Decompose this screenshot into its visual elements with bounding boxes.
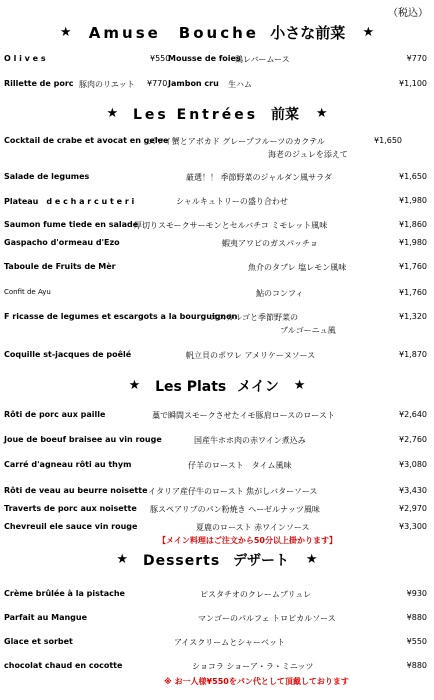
bread-charge-note: ※ お一人様¥550をパン代として頂戴しております xyxy=(164,677,349,686)
menu-item-price: ¥2,760 xyxy=(399,435,427,444)
section-title: Desserts xyxy=(142,553,221,569)
menu-item-jp: 夏鹿のロースト 赤ワインソース xyxy=(196,523,310,532)
menu-item-jp: ピスタチオのクレームブリュレ xyxy=(200,590,312,599)
section-title-jp: デザート xyxy=(233,553,290,569)
menu-item-jp: 豚肉のリエット xyxy=(79,80,135,89)
menu-item-name: Glace et sorbet xyxy=(4,637,73,646)
menu-item-jp-sub: ブルゴーニュ風 xyxy=(280,326,336,335)
section-header-entrees xyxy=(0,104,434,124)
menu-item-jp-sub: 海老のジュレを添えて xyxy=(268,150,348,159)
menu-item-name: chocolat chaud en cocotte xyxy=(4,661,123,670)
menu-item-name: Joue de boeuf braisee au vin rouge xyxy=(4,435,162,444)
section-header-desserts xyxy=(0,550,434,570)
menu-item-jp: イタリア産仔牛のロースト 焦がしバターソース xyxy=(148,487,318,496)
menu-item-jp: ズワイ蟹とアボカド グレープフルーツのカクテル xyxy=(148,137,325,146)
menu-item-price: ¥550 xyxy=(406,637,427,646)
menu-item-jp: 厚切りスモークサーモンとセルバチコ ミモレット風味 xyxy=(134,221,328,230)
star-icon: ★ xyxy=(293,378,306,393)
menu-item-name: Traverts de porc aux noisette xyxy=(4,504,137,513)
menu-item-price: ¥3,080 xyxy=(399,460,427,469)
menu-item-jp: 鮎のコンフィ xyxy=(256,289,304,298)
menu-item-jp: 厳選！！ 季節野菜のジャルダン風サラダ xyxy=(186,173,333,182)
menu-item-price: ¥1,760 xyxy=(399,262,427,271)
menu-item-name: Confit de Ayu xyxy=(4,288,51,296)
main-course-wait-note: 【メイン料理はご注文から50分以上掛かります】 xyxy=(158,536,337,545)
menu-item-price: ¥880 xyxy=(406,661,427,670)
menu-item-jp: エスカルゴと季節野菜の xyxy=(210,313,298,322)
section-title: Les Entrées xyxy=(133,107,259,123)
menu-item-name: Coquille st-jacques de poêlé xyxy=(4,350,132,359)
menu-item-price: ¥1,650 xyxy=(399,172,427,181)
menu-item-jp: シャルキュトリーの盛り合わせ xyxy=(176,197,288,206)
menu-item-price: ¥3,300 xyxy=(399,522,427,531)
section-title-jp: メイン xyxy=(237,379,279,395)
menu-item-jp: ショコラ ショーア・ラ・ミニッツ xyxy=(192,662,314,671)
menu-item-name: Rôti de porc aux paille xyxy=(4,410,106,419)
star-icon: ★ xyxy=(128,378,141,393)
menu-item-name: F ricasse de legumes et escargots a la bourguignon xyxy=(4,312,238,321)
menu-item-price: ¥550 xyxy=(150,54,171,63)
menu-item-price: ¥1,980 xyxy=(399,196,427,205)
menu-item-jp: 豚スペアリブのパン粉焼き ヘーゼルナッツ風味 xyxy=(150,505,320,514)
menu-item-price: ¥1,860 xyxy=(399,220,427,229)
menu-item-price: ¥1,760 xyxy=(399,288,427,297)
menu-item-price: ¥1,100 xyxy=(399,79,427,88)
menu-item-jp: 藁で瞬間スモークさせたイモ豚肩ロースのロースト xyxy=(152,411,335,420)
menu-item-name: Chevreuil ele sauce vin rouge xyxy=(4,522,138,531)
menu-item-price: ¥770 xyxy=(147,79,168,88)
menu-item-jp: マンゴーのパルフェ トロピカルソース xyxy=(198,614,336,623)
section-title: Amuse Bouche xyxy=(88,24,259,42)
menu-item-price: ¥2,970 xyxy=(399,504,427,513)
menu-item-price: ¥3,430 xyxy=(399,486,427,495)
menu-item-name: Jambon cru xyxy=(168,79,219,88)
menu-item-name: Parfait au Mangue xyxy=(4,613,88,622)
star-icon: ★ xyxy=(59,25,72,40)
menu-item-name: Salade de legumes xyxy=(4,172,90,181)
star-icon: ★ xyxy=(362,25,375,40)
star-icon: ★ xyxy=(305,552,318,567)
menu-item-price: ¥1,980 xyxy=(399,238,427,247)
menu-item-name: Rôti de veau au beurre noisette xyxy=(4,486,148,495)
menu-item-name: Gaspacho d'ormeau d'Ezo xyxy=(4,238,120,247)
section-title-jp: 前菜 xyxy=(270,107,299,123)
menu-item-name: Cocktail de crabe et avocat en gelee xyxy=(4,136,169,145)
star-icon: ★ xyxy=(315,106,328,121)
menu-item-name: Carré d'agneau rôti au thym xyxy=(4,460,132,469)
menu-item-jp: 蝦夷アワビのガスパッチョ xyxy=(222,239,318,248)
menu-item-name: Taboule de Fruits de Mèr xyxy=(4,262,116,271)
menu-item-jp: 帆立貝のポワレ アメリケーヌソース xyxy=(186,351,316,360)
menu-item-jp: 仔羊のロースト タイム風味 xyxy=(188,461,292,470)
menu-item-name: Plateau d e c h a r c u t e r i xyxy=(4,197,135,206)
tax-note: （税込） xyxy=(388,8,428,19)
menu-item-price: ¥1,870 xyxy=(399,350,427,359)
section-title: Les Plats xyxy=(155,379,227,395)
menu-item-price: ¥2,640 xyxy=(399,410,427,419)
star-icon: ★ xyxy=(106,106,119,121)
menu-item-jp: アイスクリームとシャーベット xyxy=(174,638,286,647)
menu-item-name: Saumon fume tiede en salade xyxy=(4,220,139,229)
menu-item-price: ¥1,320 xyxy=(399,312,427,321)
menu-item-price: ¥930 xyxy=(406,589,427,598)
menu-item-jp: 鶏レバームース xyxy=(235,55,290,64)
section-header-plats xyxy=(0,376,434,396)
section-header-amuse xyxy=(0,22,434,43)
menu-item-jp: 国産牛ホホ肉の赤ワイン煮込み xyxy=(194,436,306,445)
menu-item-jp: 生ハム xyxy=(228,80,252,89)
section-title-jp: 小さな前菜 xyxy=(270,24,346,42)
menu-item-price: ¥880 xyxy=(406,613,427,622)
menu-item-jp: 魚介のタブレ 塩レモン風味 xyxy=(248,263,347,272)
menu-item-price: ¥770 xyxy=(406,54,427,63)
menu-item-name: O l i v e s xyxy=(4,54,46,63)
star-icon: ★ xyxy=(116,552,129,567)
menu-item-name: Rillette de porc xyxy=(4,79,74,88)
menu-item-name: Crème brûlée à la pistache xyxy=(4,589,125,598)
menu-item-price: ¥1,650 xyxy=(374,136,402,145)
menu-item-name: Mousse de foies xyxy=(168,54,241,63)
